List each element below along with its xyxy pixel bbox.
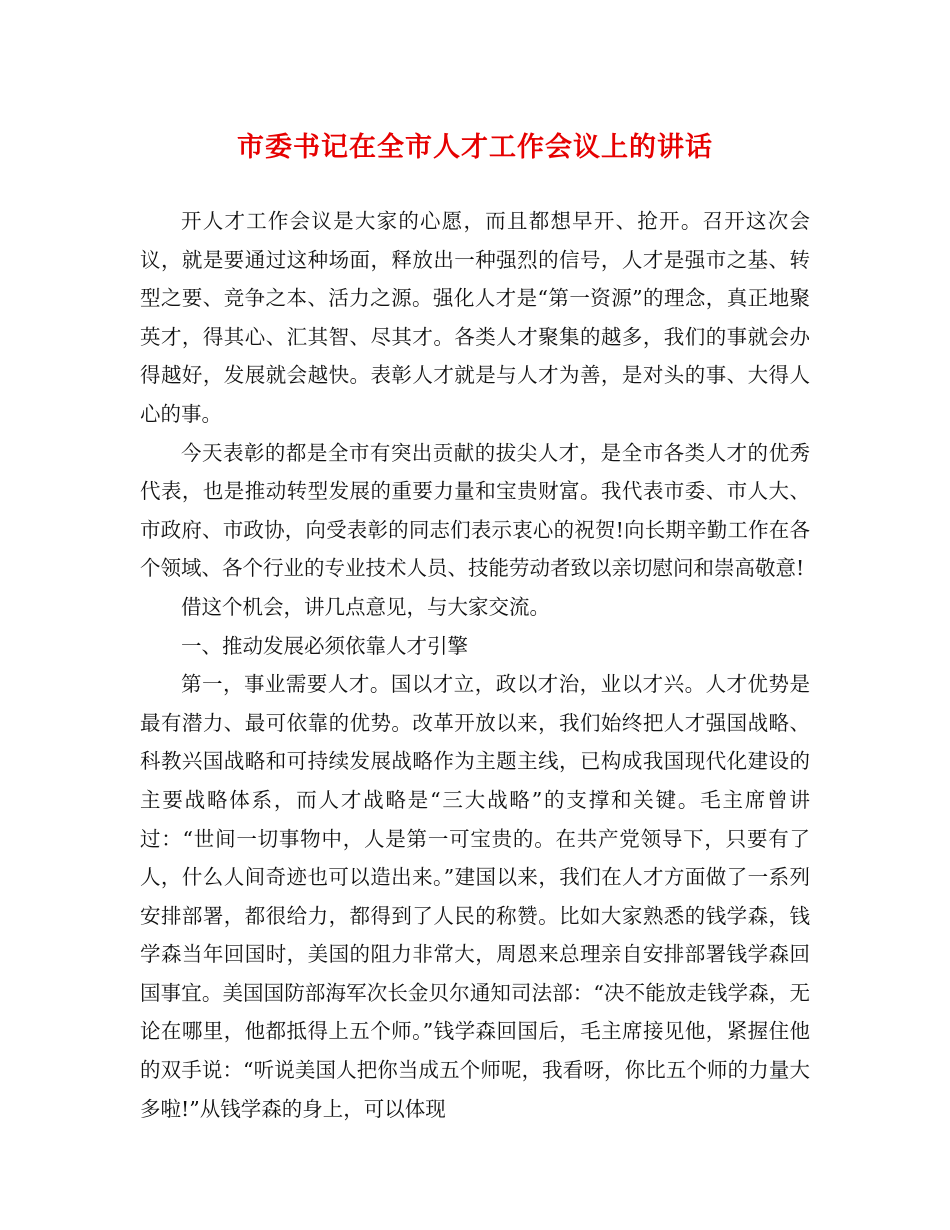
paragraph-2: 今天表彰的都是全市有突出贡献的拔尖人才，是全市各类人才的优秀代表，也是推动转型发展的重要力量和宝贵财富。我代表市委、市人大、市政府、市政协，向受表彰的同志们表示衷心的祝贺!向长期辛勤工作在各个领域、各个行业的专业技术人员、技能劳动者致以亲切慰问和崇高敬意! <box>140 440 810 581</box>
paragraph-4: 第一，事业需要人才。国以才立，政以才治，业以才兴。人才优势是最有潜力、最可依靠的优势。改革开放以来，我们始终把人才强国战略、科教兴国战略和可持续发展战略作为主题主线，已构成我国现代化建设的主要战略体系，而人才战略是“三大战略”的支撑和关键。毛主席曾讲过：“世间一切事物中，人是第一可宝贵的。在共产党领导下，只要有了人，什么人间奇迹也可以造出来。”建国以来，我们在人才方面做了一系列安排部署，都很给力，都得到了人民的称赞。比如大家熟悉的钱学森，钱学森当年回国时，美国的阻力非常大，周恩来总理亲自安排部署钱学森回国事宜。美国国防部海军次长金贝尔通知司法部：“决不能放走钱学森，无论在哪里，他都抵得上五个师。”钱学森回国后，毛主席接见他，紧握住他的双手说：“听说美国人把你当成五个师呢，我看呀，你比五个师的力量大多啦!”从钱学森的身上，可以体现 <box>140 672 810 1121</box>
paragraph-1: 开人才工作会议是大家的心愿，而且都想早开、抢开。召开这次会议，就是要通过这种场面，释放出一种强烈的信号，人才是强市之基、转型之要、竞争之本、活力之源。强化人才是“第一资源”的理念，真正地聚英才，得其心、汇其智、尽其才。各类人才聚集的越多，我们的事就会办得越好，发展就会越快。表彰人才就是与人才为善，是对头的事、大得人心的事。 <box>140 209 810 426</box>
document-body <box>140 202 810 1128</box>
paragraph-3: 借这个机会，讲几点意见，与大家交流。 <box>181 594 550 619</box>
document-title: 市委书记在全市人才工作会议上的讲话 <box>237 132 713 163</box>
section-heading-1: 一、推动发展必须依靠人才引擎 <box>181 633 468 658</box>
